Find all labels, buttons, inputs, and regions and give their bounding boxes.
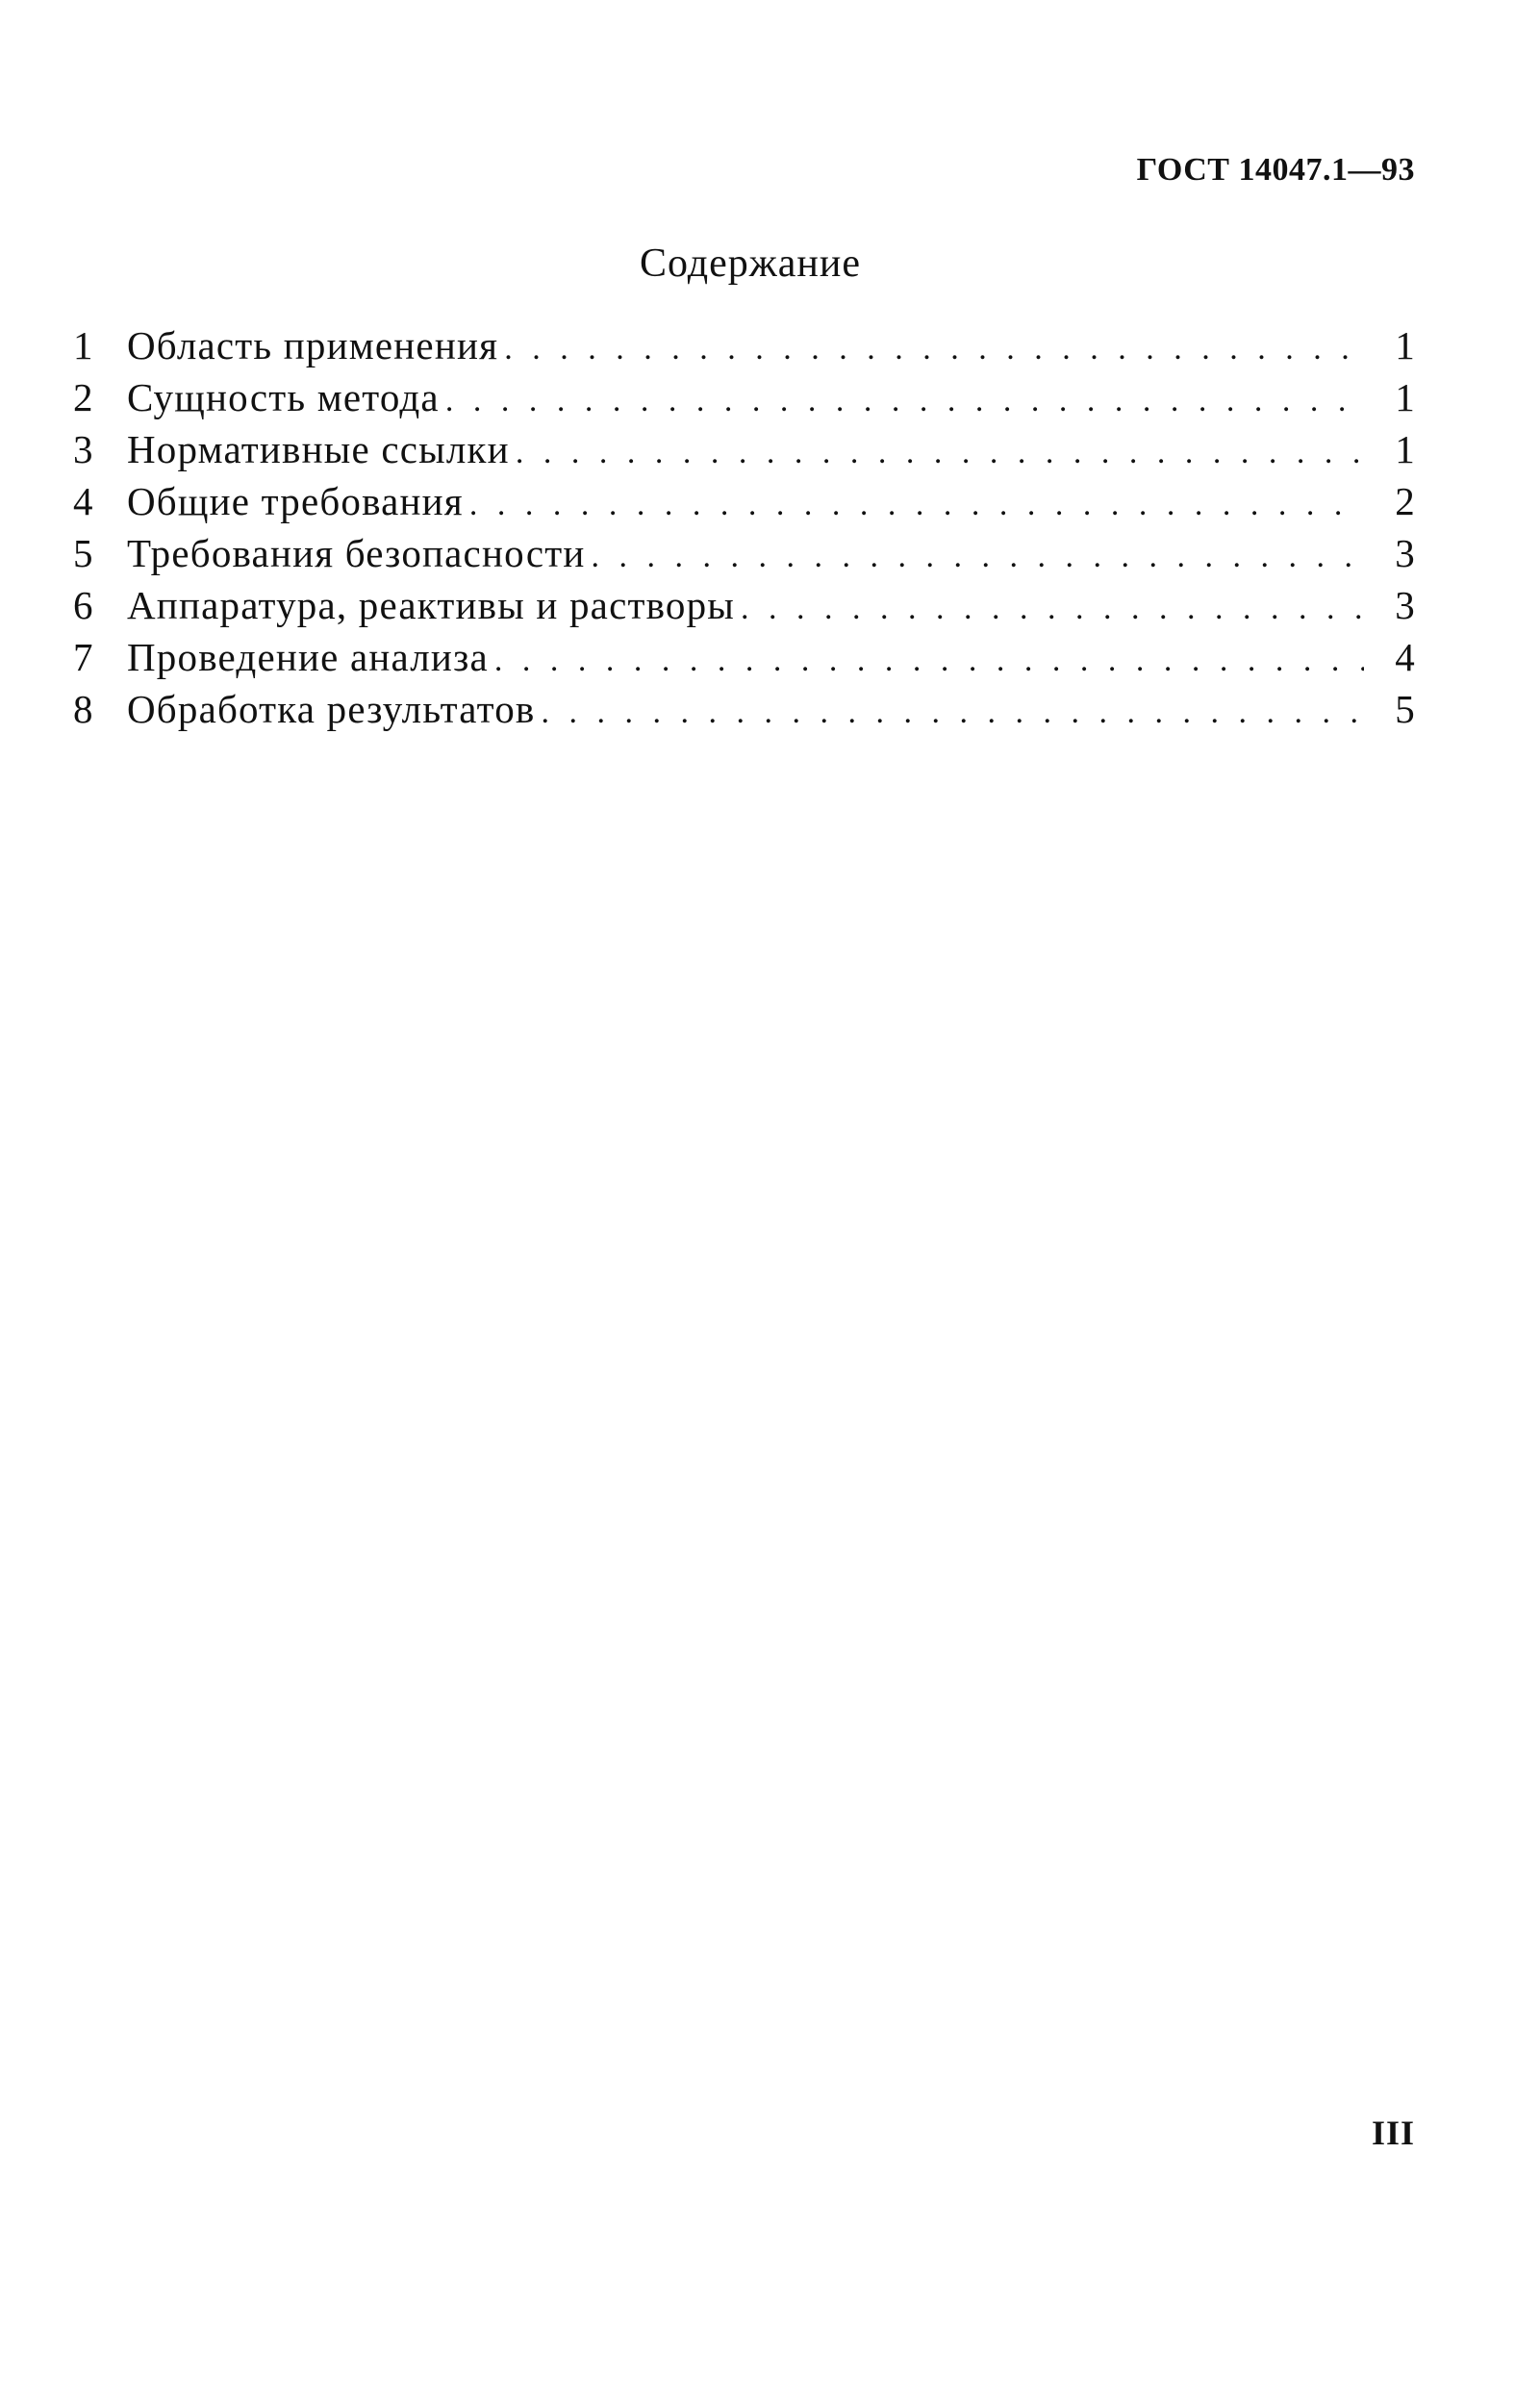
toc-leader-dots [541, 695, 1364, 731]
toc-item [73, 374, 1416, 426]
toc-leader-dots [741, 591, 1364, 627]
toc-item [73, 426, 1416, 478]
toc-item [73, 634, 1416, 686]
toc-item-title: Нормативные ссылки [127, 427, 510, 471]
toc-leader-dots [516, 435, 1364, 471]
document-code: ГОСТ 14047.1—93 [1136, 152, 1415, 188]
page-number: III [1371, 2114, 1415, 2152]
toc-item-title: Аппаратура, реактивы и растворы [127, 583, 736, 627]
toc-item [73, 322, 1416, 374]
toc-item-title: Сущность метода [127, 375, 440, 419]
toc-item-page: 1 [1395, 323, 1416, 367]
toc-item-title: Обработка результатов [127, 687, 536, 731]
table-of-contents [73, 322, 1416, 738]
toc-item-title: Проведение анализа [127, 635, 489, 679]
toc-item [73, 478, 1416, 530]
toc-item [73, 530, 1416, 582]
toc-leader-dots [469, 487, 1364, 523]
toc-item-number: 5 [73, 531, 94, 575]
toc-item-page: 5 [1395, 687, 1416, 731]
toc-item-number: 2 [73, 375, 94, 419]
toc-item-number: 4 [73, 479, 94, 523]
toc-item-page: 1 [1395, 427, 1416, 471]
toc-item-title: Требования безопасности [127, 531, 586, 575]
toc-item-number: 3 [73, 427, 94, 471]
toc-item-number: 6 [73, 583, 94, 627]
toc-item-page: 4 [1395, 635, 1416, 679]
toc-item-number: 8 [73, 687, 94, 731]
toc-item-page: 1 [1395, 375, 1416, 419]
toc-item [73, 686, 1416, 738]
toc-item-number: 7 [73, 635, 94, 679]
toc-item-number: 1 [73, 323, 94, 367]
toc-title: Содержание [639, 241, 862, 286]
toc-item-page: 3 [1395, 531, 1416, 575]
toc-item-page: 3 [1395, 583, 1416, 627]
toc-item-title: Область применения [127, 323, 499, 367]
toc-item-title: Общие требования [127, 479, 464, 523]
toc-leader-dots [445, 383, 1364, 419]
toc-leader-dots [591, 539, 1364, 575]
toc-item-page: 2 [1395, 479, 1416, 523]
toc-leader-dots [494, 643, 1364, 679]
toc-item [73, 582, 1416, 634]
toc-leader-dots [504, 331, 1364, 367]
